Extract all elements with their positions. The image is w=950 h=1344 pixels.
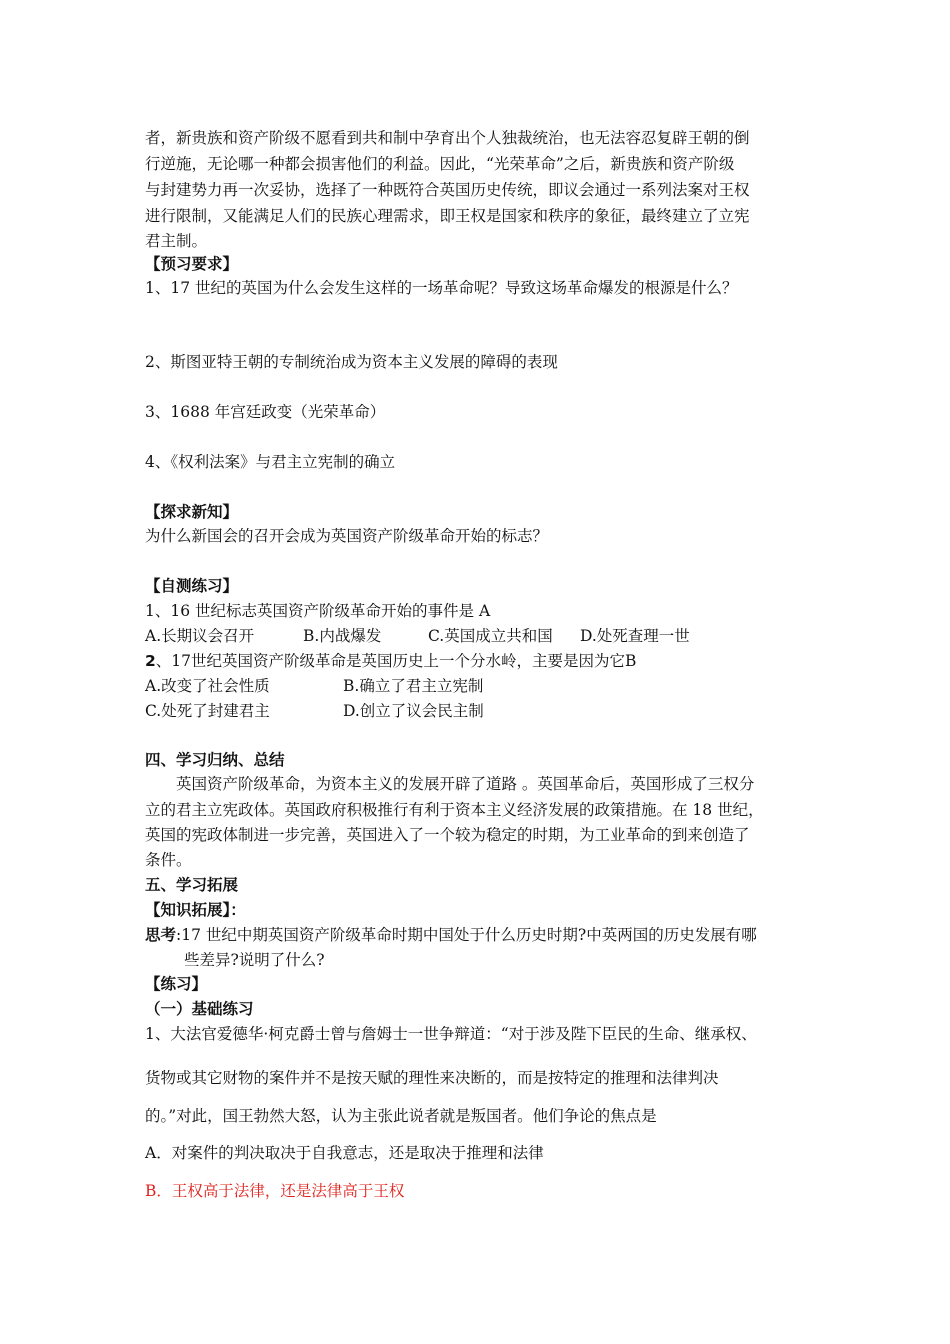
selftest-heading: 【自测练习】 — [145, 577, 239, 595]
selftest-question-2 — [145, 649, 636, 673]
summary-heading: 四、学习归纳、总结 — [145, 751, 285, 769]
q2-option-d: D.创立了议会民主制 — [343, 702, 484, 720]
explore-question: 为什么新国会的召开会成为英国资产阶级革命开始的标志？ — [145, 527, 549, 545]
think-line-2: 些差异?说明了什么? — [184, 951, 325, 969]
selftest-question-1: 1、16 世纪标志英国资产阶级革命开始的事件是 A — [145, 602, 491, 620]
preview-question-2: 2、斯图亚特王朝的专制统治成为资本主义发展的障碍的表现 — [145, 353, 558, 371]
preview-question-4: 4、《权利法案》与君主立宪制的确立 — [145, 453, 396, 471]
intro-line-3: 与封建势力再一次妥协，选择了一种既符合英国历史传统，即议会通过一系列法案对王权 — [145, 181, 750, 199]
think-text: :17 世纪中期英国资产阶级革命时期中国处于什么历史时期?中英两国的历史发展有哪 — [176, 926, 757, 944]
think-line-1 — [145, 923, 757, 947]
intro-line-2: 行逆施，无论哪一种都会损害他们的利益。因此，“光荣革命”之后，新贵族和资产阶级 — [145, 155, 735, 173]
summary-line-4: 条件。 — [145, 851, 192, 869]
preview-question-1: 1、17 世纪的英国为什么会发生这样的一场革命呢？导致这场革命爆发的根源是什么？ — [145, 279, 738, 297]
practice-question-1-line-2: 货物或其它财物的案件并不是按天赋的理性来决断的，而是按特定的推理和法律判决 — [145, 1069, 719, 1087]
question-2-text: 、17世纪英国资产阶级革命是英国历史上一个分水岭，主要是因为它B — [155, 652, 637, 670]
practice-question-1-line-3: 的。”对此，国王勃然大怒，认为主张此说者就是叛国者。他们争论的焦点是 — [145, 1107, 657, 1125]
explore-heading: 【探求新知】 — [145, 503, 239, 521]
preview-question-3: 3、1688 年宫廷政变（光荣革命） — [145, 403, 386, 421]
practice-option-b-answer: B．王权高于法律，还是法律高于王权 — [145, 1182, 405, 1200]
q1-option-d: D.处死查理一世 — [580, 627, 690, 645]
extend-heading: 五、学习拓展 — [145, 876, 239, 894]
q2-option-b: B.确立了君主立宪制 — [343, 677, 484, 695]
q2-option-a: A.改变了社会性质 — [145, 677, 270, 695]
q1-option-a: A.长期议会召开 — [145, 627, 255, 645]
practice-heading: 【练习】 — [145, 975, 208, 993]
intro-line-1: 者，新贵族和资产阶级不愿看到共和制中孕育出个人独裁统治，也无法容忍复辟王朝的倒 — [145, 129, 750, 147]
extend-subheading: 【知识拓展】： — [145, 901, 246, 919]
summary-line-2: 立的君主立宪政体。英国政府积极推行有利于资本主义经济发展的政策措施。在 18 世纪， — [145, 801, 764, 819]
q1-option-c: C.英国成立共和国 — [428, 627, 553, 645]
preview-heading: 【预习要求】 — [145, 255, 239, 273]
summary-line-1: 英国资产阶级革命，为资本主义的发展开辟了道路 。英国革命后，英国形成了三权分 — [176, 775, 755, 793]
intro-line-5: 君主制。 — [145, 232, 208, 250]
question-2-number: 2 — [145, 652, 156, 670]
summary-line-3: 英国的宪政体制进一步完善，英国进入了一个较为稳定的时期，为工业革命的到来创造了 — [145, 826, 750, 844]
q1-option-b: B.内战爆发 — [303, 627, 382, 645]
intro-line-4: 进行限制，又能满足人们的民族心理需求，即王权是国家和秩序的象征，最终建立了立宪 — [145, 207, 750, 225]
practice-option-a: A．对案件的判决取决于自我意志，还是取决于推理和法律 — [145, 1144, 544, 1162]
practice-subheading: （一）基础练习 — [145, 1000, 254, 1018]
q2-option-c: C.处死了封建君主 — [145, 702, 270, 720]
think-label: 思考 — [145, 926, 177, 944]
practice-question-1-line-1: 1、大法官爱德华·柯克爵士曾与詹姆士一世争辩道：“对于涉及陛下臣民的生命、继承权、 — [145, 1025, 757, 1043]
